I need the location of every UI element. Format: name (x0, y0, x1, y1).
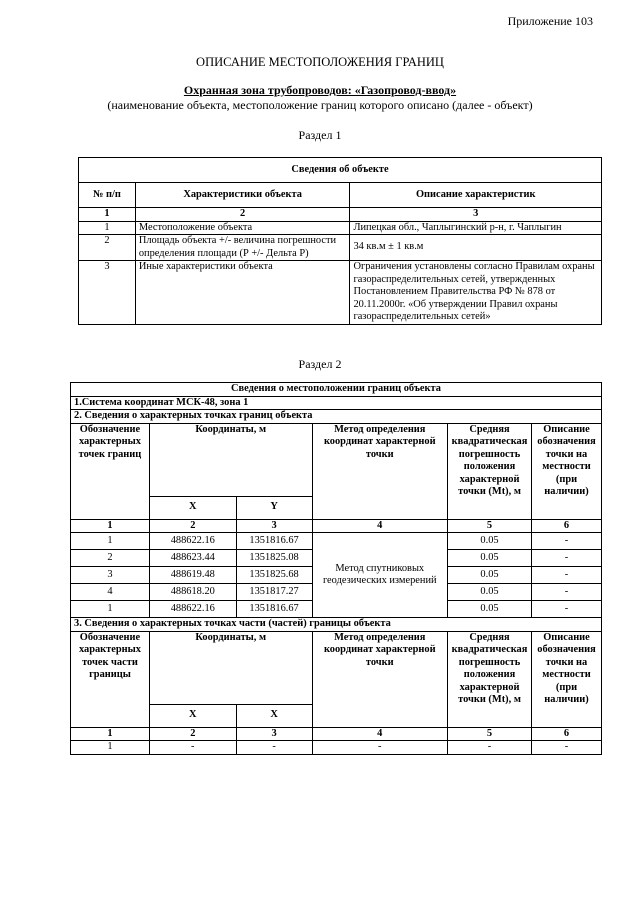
appendix-number: Приложение 103 (507, 14, 593, 28)
point-id: 3 (71, 567, 150, 584)
table-row (79, 261, 602, 325)
point-mt: 0.05 (448, 584, 532, 601)
point-x: 488623.44 (149, 550, 236, 567)
row-number: 1 (79, 221, 136, 235)
point-y: 1351825.08 (236, 550, 312, 567)
column-header: Характеристики объекта (135, 183, 350, 208)
column-number: 3 (236, 727, 312, 741)
part-2-title: 2. Сведения о характерных точках границ объекта (71, 410, 602, 424)
column-number: 5 (448, 519, 532, 533)
object-name: Охранная зона трубопроводов: «Газопровод-ввод» (183, 83, 457, 97)
table-row (79, 221, 602, 235)
point-y: 1351817.27 (236, 584, 312, 601)
part-point-id: 1 (71, 741, 150, 755)
column-number: 1 (71, 727, 150, 741)
section-2-label: Раздел 2 (298, 357, 342, 371)
object-name-note: (наименование объекта, местоположение границ которого описано (далее - объект) (107, 98, 533, 112)
part-point-method: - (312, 741, 448, 755)
page-title: ОПИСАНИЕ МЕСТОПОЛОЖЕНИЯ ГРАНИЦ (196, 55, 444, 69)
point-x: 488622.16 (149, 601, 236, 618)
table-row (71, 533, 602, 550)
column-header: Метод определения координат характерной точки (312, 423, 448, 519)
part-point-description: - (532, 741, 602, 755)
column-number: 6 (532, 727, 602, 741)
column-header: X (236, 704, 312, 727)
point-x: 488622.16 (149, 533, 236, 550)
characteristic: Местоположение объекта (135, 221, 350, 235)
point-mt: 0.05 (448, 533, 532, 550)
column-number: 1 (71, 519, 150, 533)
point-y: 1351816.67 (236, 601, 312, 618)
column-number: 4 (312, 519, 448, 533)
column-number: 5 (448, 727, 532, 741)
column-header: № п/п (79, 183, 136, 208)
row-number: 2 (79, 235, 136, 261)
point-id: 1 (71, 601, 150, 618)
boundary-location-table (70, 382, 602, 755)
column-header: Описание характеристик (350, 183, 602, 208)
section-1-label: Раздел 1 (298, 128, 342, 142)
column-header: X (149, 704, 236, 727)
characteristic-description: Ограничения установлены согласно Правилам охраны газораспределительных сетей, утвержденных Постановлением Правительства РФ № 878 от 20.11.2000г. «Об утверждении Правил охраны газораспределительных сетей» (350, 261, 602, 325)
point-description: - (532, 584, 602, 601)
object-info-table (78, 157, 602, 325)
column-header: Обозначение характерных точек части границы (71, 631, 150, 727)
point-id: 4 (71, 584, 150, 601)
characteristic-description: 34 кв.м ± 1 кв.м (350, 235, 602, 261)
characteristic-description: Липецкая обл., Чаплыгинский р-н, г. Чаплыгин (350, 221, 602, 235)
characteristic: Иные характеристики объекта (135, 261, 350, 325)
coordinate-system: 1.Система координат МСК-48, зона 1 (71, 396, 602, 410)
table-caption: Сведения об объекте (79, 158, 602, 183)
column-number: 2 (135, 208, 350, 222)
column-header: Средняя квадратическая погрешность положения характерной точки (Mt), м (448, 423, 532, 519)
point-y: 1351816.67 (236, 533, 312, 550)
point-description: - (532, 533, 602, 550)
point-id: 1 (71, 533, 150, 550)
point-x: 488618.20 (149, 584, 236, 601)
column-header: Описание обозначения точки на местности (при наличии) (532, 423, 602, 519)
column-header: Координаты, м (149, 631, 312, 704)
column-number: 1 (79, 208, 136, 222)
table-caption: Сведения о местоположении границ объекта (71, 383, 602, 397)
column-header: Средняя квадратическая погрешность положения характерной точки (Mt), м (448, 631, 532, 727)
table-row (71, 741, 602, 755)
part-point-mt: - (448, 741, 532, 755)
method-value: Метод спутниковых геодезических измерений (312, 533, 448, 618)
column-header: Обозначение характерных точек границ (71, 423, 150, 519)
part-point-y: - (236, 741, 312, 755)
column-header: Координаты, м (149, 423, 312, 496)
point-mt: 0.05 (448, 601, 532, 618)
column-header: Y (236, 496, 312, 519)
column-number: 3 (350, 208, 602, 222)
point-description: - (532, 567, 602, 584)
column-number: 4 (312, 727, 448, 741)
point-mt: 0.05 (448, 567, 532, 584)
column-header: X (149, 496, 236, 519)
part-3-title: 3. Сведения о характерных точках части (частей) границы объекта (71, 618, 602, 632)
point-x: 488619.48 (149, 567, 236, 584)
column-number: 3 (236, 519, 312, 533)
table-row (79, 235, 602, 261)
column-header: Описание обозначения точки на местности (при наличии) (532, 631, 602, 727)
point-y: 1351825.68 (236, 567, 312, 584)
point-id: 2 (71, 550, 150, 567)
part-point-x: - (149, 741, 236, 755)
point-description: - (532, 550, 602, 567)
column-number: 6 (532, 519, 602, 533)
column-number: 2 (149, 519, 236, 533)
row-number: 3 (79, 261, 136, 325)
point-mt: 0.05 (448, 550, 532, 567)
characteristic: Площадь объекта +/- величина погрешности определения площади (Р +/- Дельта Р) (135, 235, 350, 261)
column-number: 2 (149, 727, 236, 741)
column-header: Метод определения координат характерной точки (312, 631, 448, 727)
point-description: - (532, 601, 602, 618)
table-row (79, 208, 602, 222)
